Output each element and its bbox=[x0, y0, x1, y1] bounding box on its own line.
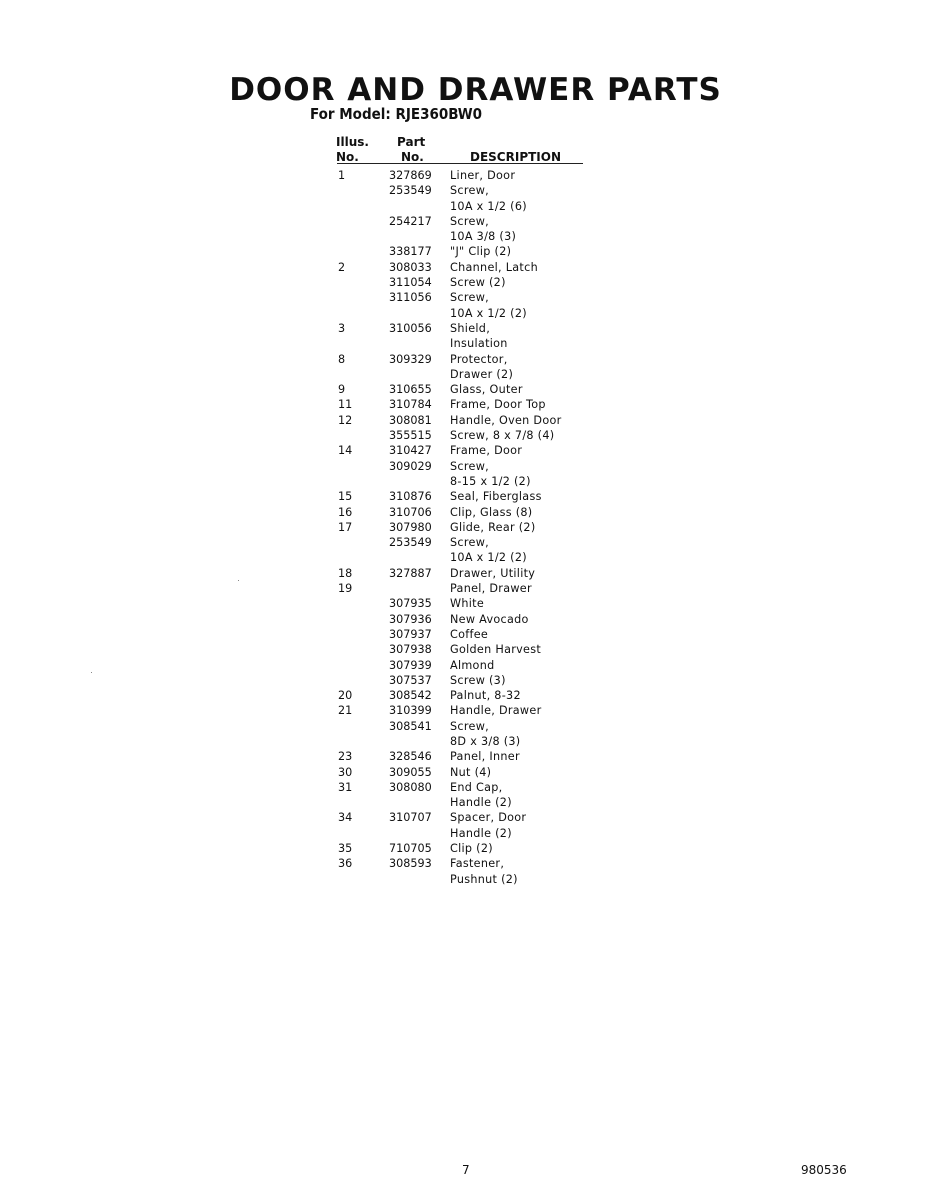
part-description: Protector, bbox=[450, 352, 508, 366]
table-row bbox=[337, 229, 587, 244]
part-number: 309055 bbox=[389, 765, 432, 779]
table-row bbox=[337, 183, 587, 198]
part-number: 309329 bbox=[389, 352, 432, 366]
part-description: Screw, bbox=[450, 184, 489, 198]
part-description: Glass, Outer bbox=[450, 383, 523, 397]
part-number: 308541 bbox=[389, 719, 432, 733]
illus-number: 2 bbox=[338, 260, 346, 274]
illus-number: 19 bbox=[338, 582, 353, 596]
table-row bbox=[337, 826, 587, 841]
table-row bbox=[337, 428, 587, 443]
table-row bbox=[337, 581, 587, 596]
part-number: 308593 bbox=[389, 857, 432, 871]
table-row bbox=[337, 566, 587, 581]
part-description: Nut (4) bbox=[450, 765, 492, 779]
part-description: Screw, bbox=[450, 459, 489, 473]
part-number: 308080 bbox=[389, 780, 432, 794]
part-description: Frame, Door bbox=[450, 444, 523, 458]
column-header-part-line1: Part bbox=[397, 135, 426, 149]
table-row bbox=[337, 413, 587, 428]
part-description: Seal, Fiberglass bbox=[450, 490, 542, 504]
table-row bbox=[337, 612, 587, 627]
part-description: Screw (3) bbox=[450, 673, 506, 687]
table-row bbox=[337, 306, 587, 321]
part-number: 355515 bbox=[389, 429, 432, 443]
illus-number: 34 bbox=[338, 811, 353, 825]
page-title: DOOR AND DRAWER PARTS bbox=[229, 72, 722, 108]
part-description: Screw, bbox=[450, 291, 489, 305]
part-number: 310784 bbox=[389, 398, 432, 412]
part-description: Liner, Door bbox=[450, 169, 516, 182]
part-description: Spacer, Door bbox=[450, 811, 527, 825]
table-row bbox=[337, 535, 587, 550]
part-description: White bbox=[450, 597, 485, 611]
illus-number: 23 bbox=[338, 750, 353, 764]
part-description: End Cap, bbox=[450, 780, 503, 794]
part-description: Screw (2) bbox=[450, 276, 506, 290]
part-description: Handle, Oven Door bbox=[450, 413, 562, 427]
table-row bbox=[337, 856, 587, 871]
part-number: 310706 bbox=[389, 505, 432, 519]
part-description: 8D x 3/8 (3) bbox=[450, 734, 521, 748]
header-rule bbox=[337, 163, 583, 164]
part-description: Coffee bbox=[450, 627, 489, 641]
part-description: Handle (2) bbox=[450, 826, 512, 840]
column-header-illus bbox=[336, 135, 369, 165]
part-number: 311054 bbox=[389, 276, 432, 290]
part-description: Panel, Inner bbox=[450, 750, 520, 764]
table-row bbox=[337, 550, 587, 565]
table-row bbox=[337, 397, 587, 412]
table-row bbox=[337, 382, 587, 397]
table-row bbox=[337, 489, 587, 504]
document-code: 980536 bbox=[801, 1163, 847, 1177]
table-row bbox=[337, 367, 587, 382]
table-row bbox=[337, 658, 587, 673]
table-row bbox=[337, 168, 587, 183]
illus-number: 36 bbox=[338, 857, 353, 871]
table-row bbox=[337, 810, 587, 825]
part-description: Handle (2) bbox=[450, 796, 512, 810]
part-number: 308542 bbox=[389, 689, 432, 703]
table-row bbox=[337, 520, 587, 535]
illus-number: 14 bbox=[338, 444, 353, 458]
table-row bbox=[337, 765, 587, 780]
table-row bbox=[337, 703, 587, 718]
part-number: 309029 bbox=[389, 459, 432, 473]
table-row bbox=[337, 749, 587, 764]
table-row bbox=[337, 795, 587, 810]
table-row bbox=[337, 872, 587, 887]
part-description: "J" Clip (2) bbox=[450, 245, 512, 259]
table-row bbox=[337, 642, 587, 657]
part-description: Golden Harvest bbox=[450, 643, 542, 657]
illus-number: 3 bbox=[338, 321, 346, 335]
part-description: 10A x 1/2 (2) bbox=[450, 551, 527, 565]
table-row bbox=[337, 260, 587, 275]
illus-number: 8 bbox=[338, 352, 346, 366]
table-row bbox=[337, 321, 587, 336]
column-header-part-line2: No. bbox=[401, 150, 424, 164]
part-number: 310876 bbox=[389, 490, 432, 504]
illus-number: 35 bbox=[338, 842, 353, 856]
part-number: 307938 bbox=[389, 643, 432, 657]
part-number: 310399 bbox=[389, 704, 432, 718]
part-description: Glide, Rear (2) bbox=[450, 520, 536, 534]
part-description: New Avocado bbox=[450, 612, 529, 626]
column-header-illus-line1: Illus. bbox=[336, 135, 369, 149]
illus-number: 12 bbox=[338, 413, 353, 427]
table-row bbox=[337, 688, 587, 703]
part-description: Shield, bbox=[450, 321, 491, 335]
part-number: 307537 bbox=[389, 673, 432, 687]
part-number: 253549 bbox=[389, 184, 432, 198]
part-number: 310427 bbox=[389, 444, 432, 458]
table-row bbox=[337, 336, 587, 351]
part-description: Drawer, Utility bbox=[450, 566, 536, 580]
table-row bbox=[337, 780, 587, 795]
part-description: 10A x 1/2 (2) bbox=[450, 306, 527, 320]
part-number: 253549 bbox=[389, 536, 432, 550]
table-row bbox=[337, 275, 587, 290]
illus-number: 20 bbox=[338, 689, 353, 703]
part-number: 310056 bbox=[389, 321, 432, 335]
part-number: 311056 bbox=[389, 291, 432, 305]
model-subtitle: For Model: RJE360BW0 bbox=[310, 105, 483, 123]
parts-list bbox=[337, 168, 587, 887]
table-row bbox=[337, 459, 587, 474]
table-row bbox=[337, 474, 587, 489]
part-description: Clip (2) bbox=[450, 842, 493, 856]
part-number: 310707 bbox=[389, 811, 432, 825]
part-description: Screw, bbox=[450, 719, 489, 733]
part-number: 710705 bbox=[389, 842, 432, 856]
part-number: 307980 bbox=[389, 520, 432, 534]
page-number: 7 bbox=[462, 1163, 470, 1177]
column-header-description: DESCRIPTION bbox=[470, 150, 562, 164]
part-description: Screw, bbox=[450, 536, 489, 550]
part-description: 8-15 x 1/2 (2) bbox=[450, 474, 531, 488]
part-number: 307937 bbox=[389, 627, 432, 641]
part-number: 327887 bbox=[389, 566, 432, 580]
part-description: Insulation bbox=[450, 337, 508, 351]
part-description: Screw, 8 x 7/8 (4) bbox=[450, 429, 555, 443]
part-description: Palnut, 8-32 bbox=[450, 689, 521, 703]
part-description: Clip, Glass (8) bbox=[450, 505, 533, 519]
table-row bbox=[337, 673, 587, 688]
column-header-illus-line2: No. bbox=[336, 150, 359, 164]
illus-number: 30 bbox=[338, 765, 353, 779]
illus-number: 9 bbox=[338, 383, 346, 397]
illus-number: 18 bbox=[338, 566, 353, 580]
part-description: 10A 3/8 (3) bbox=[450, 230, 517, 244]
part-number: 307939 bbox=[389, 658, 432, 672]
table-row bbox=[337, 244, 587, 259]
part-description: Fastener, bbox=[450, 857, 505, 871]
table-row bbox=[337, 719, 587, 734]
illus-number: 17 bbox=[338, 520, 353, 534]
table-row bbox=[337, 352, 587, 367]
illus-number: 1 bbox=[338, 169, 346, 182]
table-row bbox=[337, 505, 587, 520]
part-number: 328546 bbox=[389, 750, 432, 764]
part-description: Almond bbox=[450, 658, 495, 672]
table-row bbox=[337, 627, 587, 642]
part-description: Screw, bbox=[450, 214, 489, 228]
table-row bbox=[337, 214, 587, 229]
scan-speck bbox=[91, 672, 92, 673]
part-description: Drawer (2) bbox=[450, 367, 514, 381]
part-description: Frame, Door Top bbox=[450, 398, 546, 412]
part-number: 338177 bbox=[389, 245, 432, 259]
illus-number: 16 bbox=[338, 505, 353, 519]
scan-speck bbox=[238, 580, 239, 581]
illus-number: 31 bbox=[338, 780, 353, 794]
part-number: 307936 bbox=[389, 612, 432, 626]
part-description: Channel, Latch bbox=[450, 260, 538, 274]
illus-number: 15 bbox=[338, 490, 353, 504]
part-description: 10A x 1/2 (6) bbox=[450, 199, 527, 213]
column-header-part bbox=[397, 135, 425, 165]
part-number: 308081 bbox=[389, 413, 432, 427]
table-row bbox=[337, 443, 587, 458]
table-row bbox=[337, 734, 587, 749]
part-number: 310655 bbox=[389, 383, 432, 397]
illus-number: 21 bbox=[338, 704, 353, 718]
part-number: 308033 bbox=[389, 260, 432, 274]
part-description: Pushnut (2) bbox=[450, 872, 518, 886]
table-row bbox=[337, 290, 587, 305]
part-description: Panel, Drawer bbox=[450, 582, 532, 596]
part-number: 254217 bbox=[389, 214, 432, 228]
part-description: Handle, Drawer bbox=[450, 704, 542, 718]
part-number: 327869 bbox=[389, 169, 432, 182]
table-row bbox=[337, 199, 587, 214]
part-number: 307935 bbox=[389, 597, 432, 611]
table-row bbox=[337, 596, 587, 611]
illus-number: 11 bbox=[338, 398, 353, 412]
table-row bbox=[337, 841, 587, 856]
